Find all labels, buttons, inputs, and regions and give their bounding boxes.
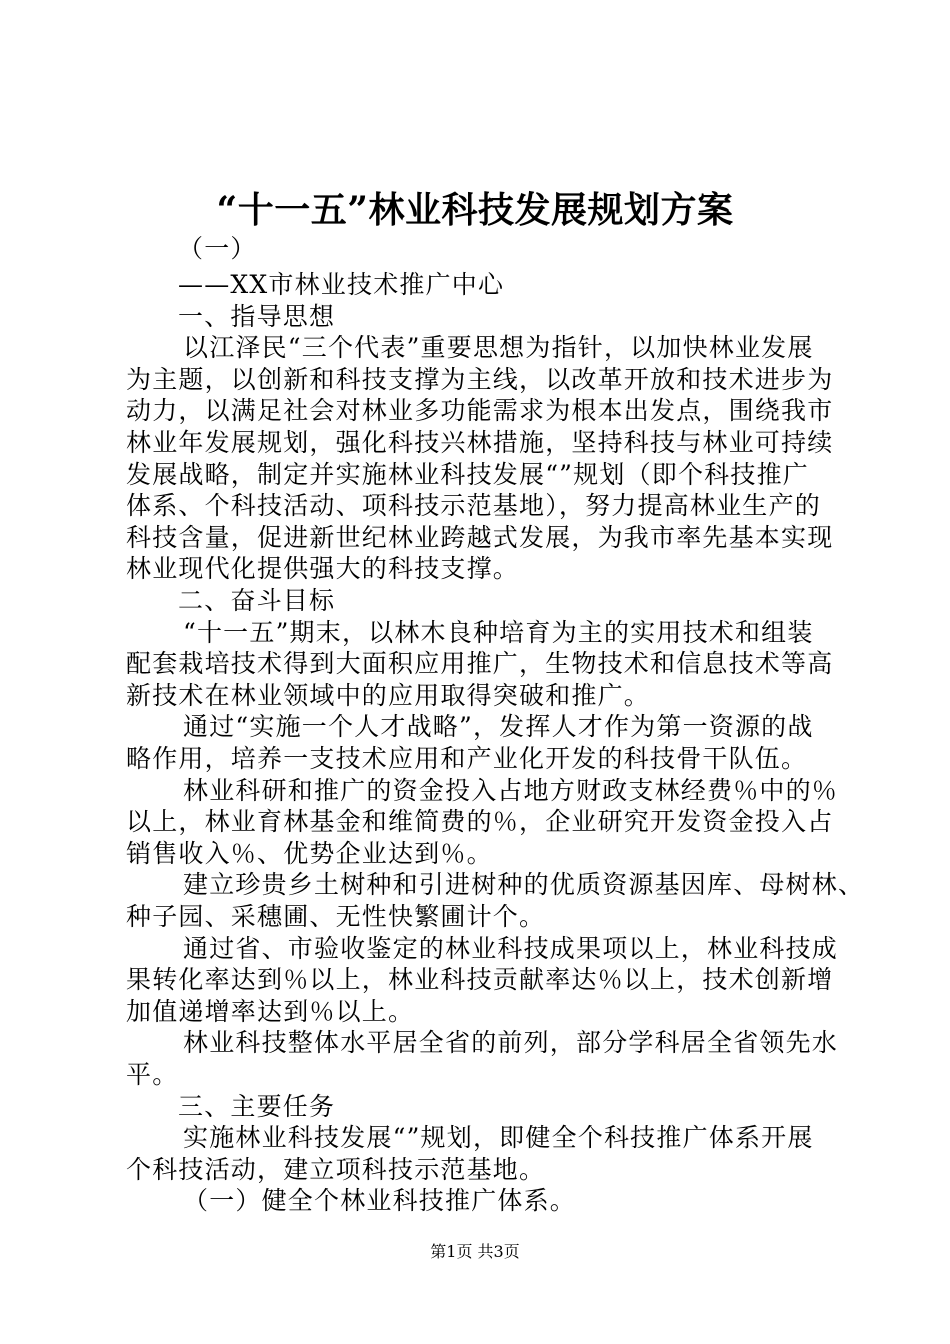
paragraph-line: 科技含量，促进新世纪林业跨越式发展，为我市率先基本实现 [126,523,834,552]
paragraph-line: “十一五”期末，以林木良种培育为主的实用技术和组装 [183,618,814,647]
paragraph-line: 林业科研和推广的资金投入占地方财政支林经费％中的％ [183,776,839,805]
author-line: ——XX市林业技术推广中心 [178,270,505,299]
paragraph-line: 林业年发展规划，强化科技兴林措施，坚持科技与林业可持续 [126,428,834,457]
paragraph-line: 种子园、采穗圃、无性快繁圃计个。 [126,902,546,931]
paragraph-line: 通过“实施一个人才战略”，发挥人才作为第一资源的战 [183,712,814,741]
paragraph-line: 销售收入％、优势企业达到％。 [126,839,493,868]
paragraph-line: 通过省、市验收鉴定的林业科技成果项以上，林业科技成 [183,934,839,963]
paragraph-line: 新技术在林业领域中的应用取得突破和推广。 [126,681,651,710]
section-heading: 三、主要任务 [178,1092,336,1121]
section-heading: 二、奋斗目标 [178,586,336,615]
paragraph-line: 果转化率达到％以上，林业科技贡献率达％以上，技术创新增 [126,965,834,994]
paragraph-line: 林业现代化提供强大的科技支撑。 [126,554,520,583]
paragraph-line: 实施林业科技发展“”规划，即健全个科技推广体系开展 [183,1123,814,1152]
paragraph-line: 平。 [126,1060,179,1089]
paragraph-line: 以上，林业育林基金和维简费的％，企业研究开发资金投入占 [126,807,834,836]
paragraph-line: 动力，以满足社会对林业多功能需求为根本出发点，围绕我市 [126,396,834,425]
paragraph-line: 体系、个科技活动、项科技示范基地），努力提高林业生产的 [126,491,821,520]
page-footer: 第1页 共3页 [430,1242,520,1261]
paragraph-line: 发展战略，制定并实施林业科技发展“”规划（即个科技推广 [126,460,809,489]
paragraph-line: 略作用，培养一支技术应用和产业化开发的科技骨干队伍。 [126,744,808,773]
page-title: “十一五”林业科技发展规划方案 [216,189,734,231]
paragraph-line: 以江泽民“三个代表”重要思想为指针，以加快林业发展 [183,333,814,362]
section-heading: 一、指导思想 [178,302,336,331]
paragraph-line: 建立珍贵乡土树种和引进树种的优质资源基因库、母树林、 [183,870,865,899]
paragraph-line: 配套栽培技术得到大面积应用推广，生物技术和信息技术等高 [126,649,834,678]
paragraph-line: 个科技活动，建立项科技示范基地。 [126,1155,546,1184]
subsection-heading: （一）健全个林业科技推广体系。 [183,1186,577,1215]
paragraph-line: 加值递增率达到％以上。 [126,997,415,1026]
paragraph-line: 为主题，以创新和科技支撑为主线，以改革开放和技术进步为 [126,365,834,394]
paragraph-line: 林业科技整体水平居全省的前列，部分学科居全省领先水 [183,1028,839,1057]
section-subtitle: （一） [178,234,257,263]
